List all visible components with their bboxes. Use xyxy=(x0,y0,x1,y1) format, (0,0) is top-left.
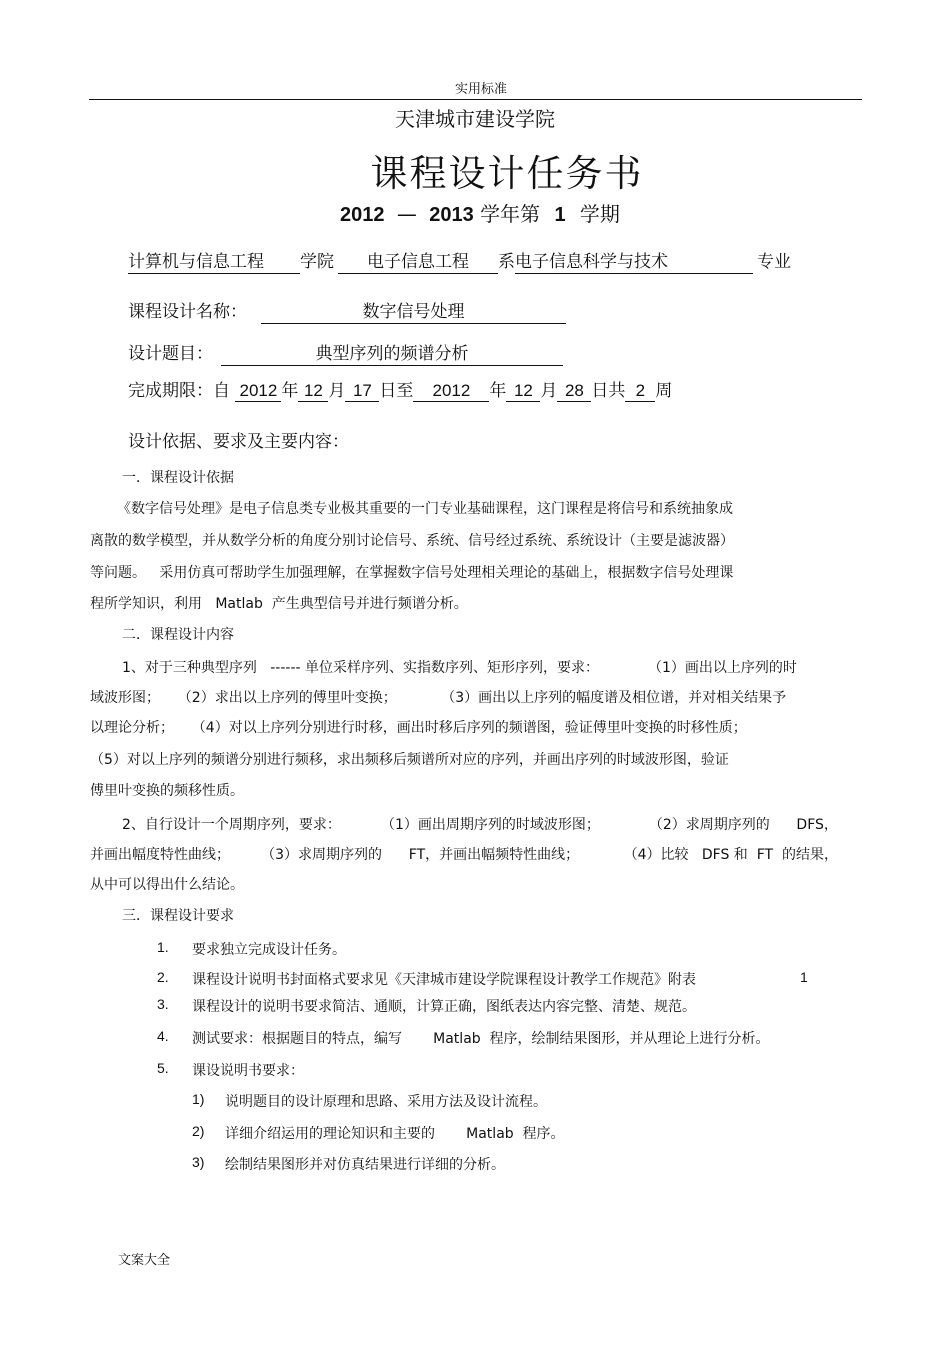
subrequirement-number: 3) xyxy=(192,1154,205,1170)
period-label: 完成期限：自 xyxy=(128,381,230,401)
requirement-appendix-number: 1 xyxy=(800,969,808,985)
subrequirement-text: 详细介绍运用的理论知识和主要的 Matlab 程序。 xyxy=(225,1126,565,1142)
college-value: 计算机与信息工程 xyxy=(128,253,300,274)
term-line xyxy=(340,198,620,227)
department-line xyxy=(128,247,791,274)
period-rigong: 日共 xyxy=(591,381,626,401)
requirement-number: 4. xyxy=(157,1028,169,1044)
major-value: 电子信息科学与技术 xyxy=(515,253,753,274)
section2-line: 从中可以得出什么结论。 xyxy=(90,877,244,893)
requirement-number: 1. xyxy=(157,939,169,955)
section2-line: 1、对于三种典型序列 ------ 单位采样序列、实指数序列、矩形序列，要求： （1）画出以上序列的时 xyxy=(122,660,797,676)
subrequirement-number: 2) xyxy=(192,1123,205,1139)
period-nian-2: 年 xyxy=(489,381,507,401)
term-dash: — xyxy=(396,202,417,226)
period-end-year: 2012 xyxy=(413,381,489,402)
course-line xyxy=(128,297,566,324)
course-label: 课程设计名称： xyxy=(128,302,247,322)
section2-line: 域波形图； （2）求出以上序列的傅里叶变换； （3）画出以上序列的幅度谱及相位谱，并对相关结果予 xyxy=(90,690,787,706)
topic-label: 设计题目： xyxy=(128,344,213,364)
section2-title: 二．课程设计内容 xyxy=(122,627,234,643)
term-number: 1 xyxy=(554,204,566,226)
subrequirement-number: 1) xyxy=(192,1091,205,1107)
basis-heading: 设计依据、要求及主要内容： xyxy=(128,432,349,452)
period-weeks: 2 xyxy=(625,381,655,402)
term-xuenian: 学年第 xyxy=(480,202,541,226)
department-suffix: 系 xyxy=(498,252,515,272)
section2-line: 并画出幅度特性曲线； （3）求周期序列的 FT，并画出幅频特性曲线； （4）比较 DFS 和 FT 的结果， xyxy=(90,847,838,863)
period-rizhi: 日至 xyxy=(379,381,414,401)
department-value: 电子信息工程 xyxy=(338,253,498,274)
section1-line: 《数字信号处理》是电子信息类专业极其重要的一门专业基础课程，这门课程是将信号和系统抽象成 xyxy=(117,501,733,517)
section2-line: 2、自行设计一个周期序列，要求： （1）画出周期序列的时域波形图； （2）求周期序列的 DFS， xyxy=(122,817,838,833)
period-yue: 月 xyxy=(328,381,346,401)
subrequirement-text: 说明题目的设计原理和思路、采用方法及设计流程。 xyxy=(225,1094,547,1110)
period-start-month: 12 xyxy=(298,381,328,402)
section1-title: 一．课程设计依据 xyxy=(122,470,234,486)
major-suffix: 专业 xyxy=(757,252,791,272)
topic-value: 典型序列的频谱分析 xyxy=(221,345,563,366)
term-year-start: 2012 xyxy=(340,204,385,226)
section2-line: 以理论分析； （4）对以上序列分别进行时移，画出时移后序列的频谱图，验证傅里叶变换的时移性质； xyxy=(90,720,747,736)
period-end-month: 12 xyxy=(506,381,540,402)
topic-line xyxy=(128,339,563,366)
header-rule xyxy=(89,99,862,100)
period-start-year: 2012 xyxy=(235,381,281,402)
requirement-text: 要求独立完成设计任务。 xyxy=(192,942,346,958)
school-name: 天津城市建设学院 xyxy=(395,107,555,131)
term-year-end: 2013 xyxy=(429,204,474,226)
section3-title: 三．课程设计要求 xyxy=(122,908,234,924)
section1-line: 等问题。 采用仿真可帮助学生加强理解，在掌握数字信号处理相关理论的基础上，根据数字信号处理课 xyxy=(90,565,734,581)
page-footer: 文案大全 xyxy=(118,1253,171,1268)
page-header: 实用标准 xyxy=(455,82,508,97)
section1-line: 离散的数学模型，并从数学分析的角度分别讨论信号、系统、信号经过系统、系统设计（主要是滤波器） xyxy=(90,533,734,549)
requirement-text: 测试要求：根据题目的特点，编写 Matlab 程序，绘制结果图形，并从理论上进行分析。 xyxy=(192,1031,770,1047)
period-zhou: 周 xyxy=(655,381,673,401)
document-title: 课程设计任务书 xyxy=(370,152,644,195)
period-end-day: 28 xyxy=(557,381,591,402)
requirement-text: 课程设计说明书封面格式要求见《天津城市建设学院课程设计教学工作规范》附表 xyxy=(192,972,696,988)
subrequirement-text: 绘制结果图形并对仿真结果进行详细的分析。 xyxy=(225,1157,505,1173)
section2-line: （5）对以上序列的频谱分别进行频移，求出频移后频谱所对应的序列，并画出序列的时域波形图，验证 xyxy=(90,752,729,768)
requirement-text: 课程设计的说明书要求简洁、通顺，计算正确，图纸表达内容完整、清楚、规范。 xyxy=(192,999,696,1015)
section1-line: 程所学知识，利用 Matlab 产生典型信号并进行频谱分析。 xyxy=(90,596,468,612)
section2-line: 傅里叶变换的频移性质。 xyxy=(90,783,244,799)
term-xueqi: 学期 xyxy=(579,202,620,226)
requirement-number: 3. xyxy=(157,996,169,1012)
college-suffix: 学院 xyxy=(300,252,334,272)
period-nian: 年 xyxy=(281,381,299,401)
period-line xyxy=(128,376,672,402)
course-value: 数字信号处理 xyxy=(261,303,566,324)
requirement-number: 5. xyxy=(157,1060,169,1076)
requirement-text: 课设说明书要求： xyxy=(192,1063,304,1079)
period-start-day: 17 xyxy=(345,381,379,402)
period-yue-2: 月 xyxy=(540,381,558,401)
requirement-number: 2. xyxy=(157,969,169,985)
